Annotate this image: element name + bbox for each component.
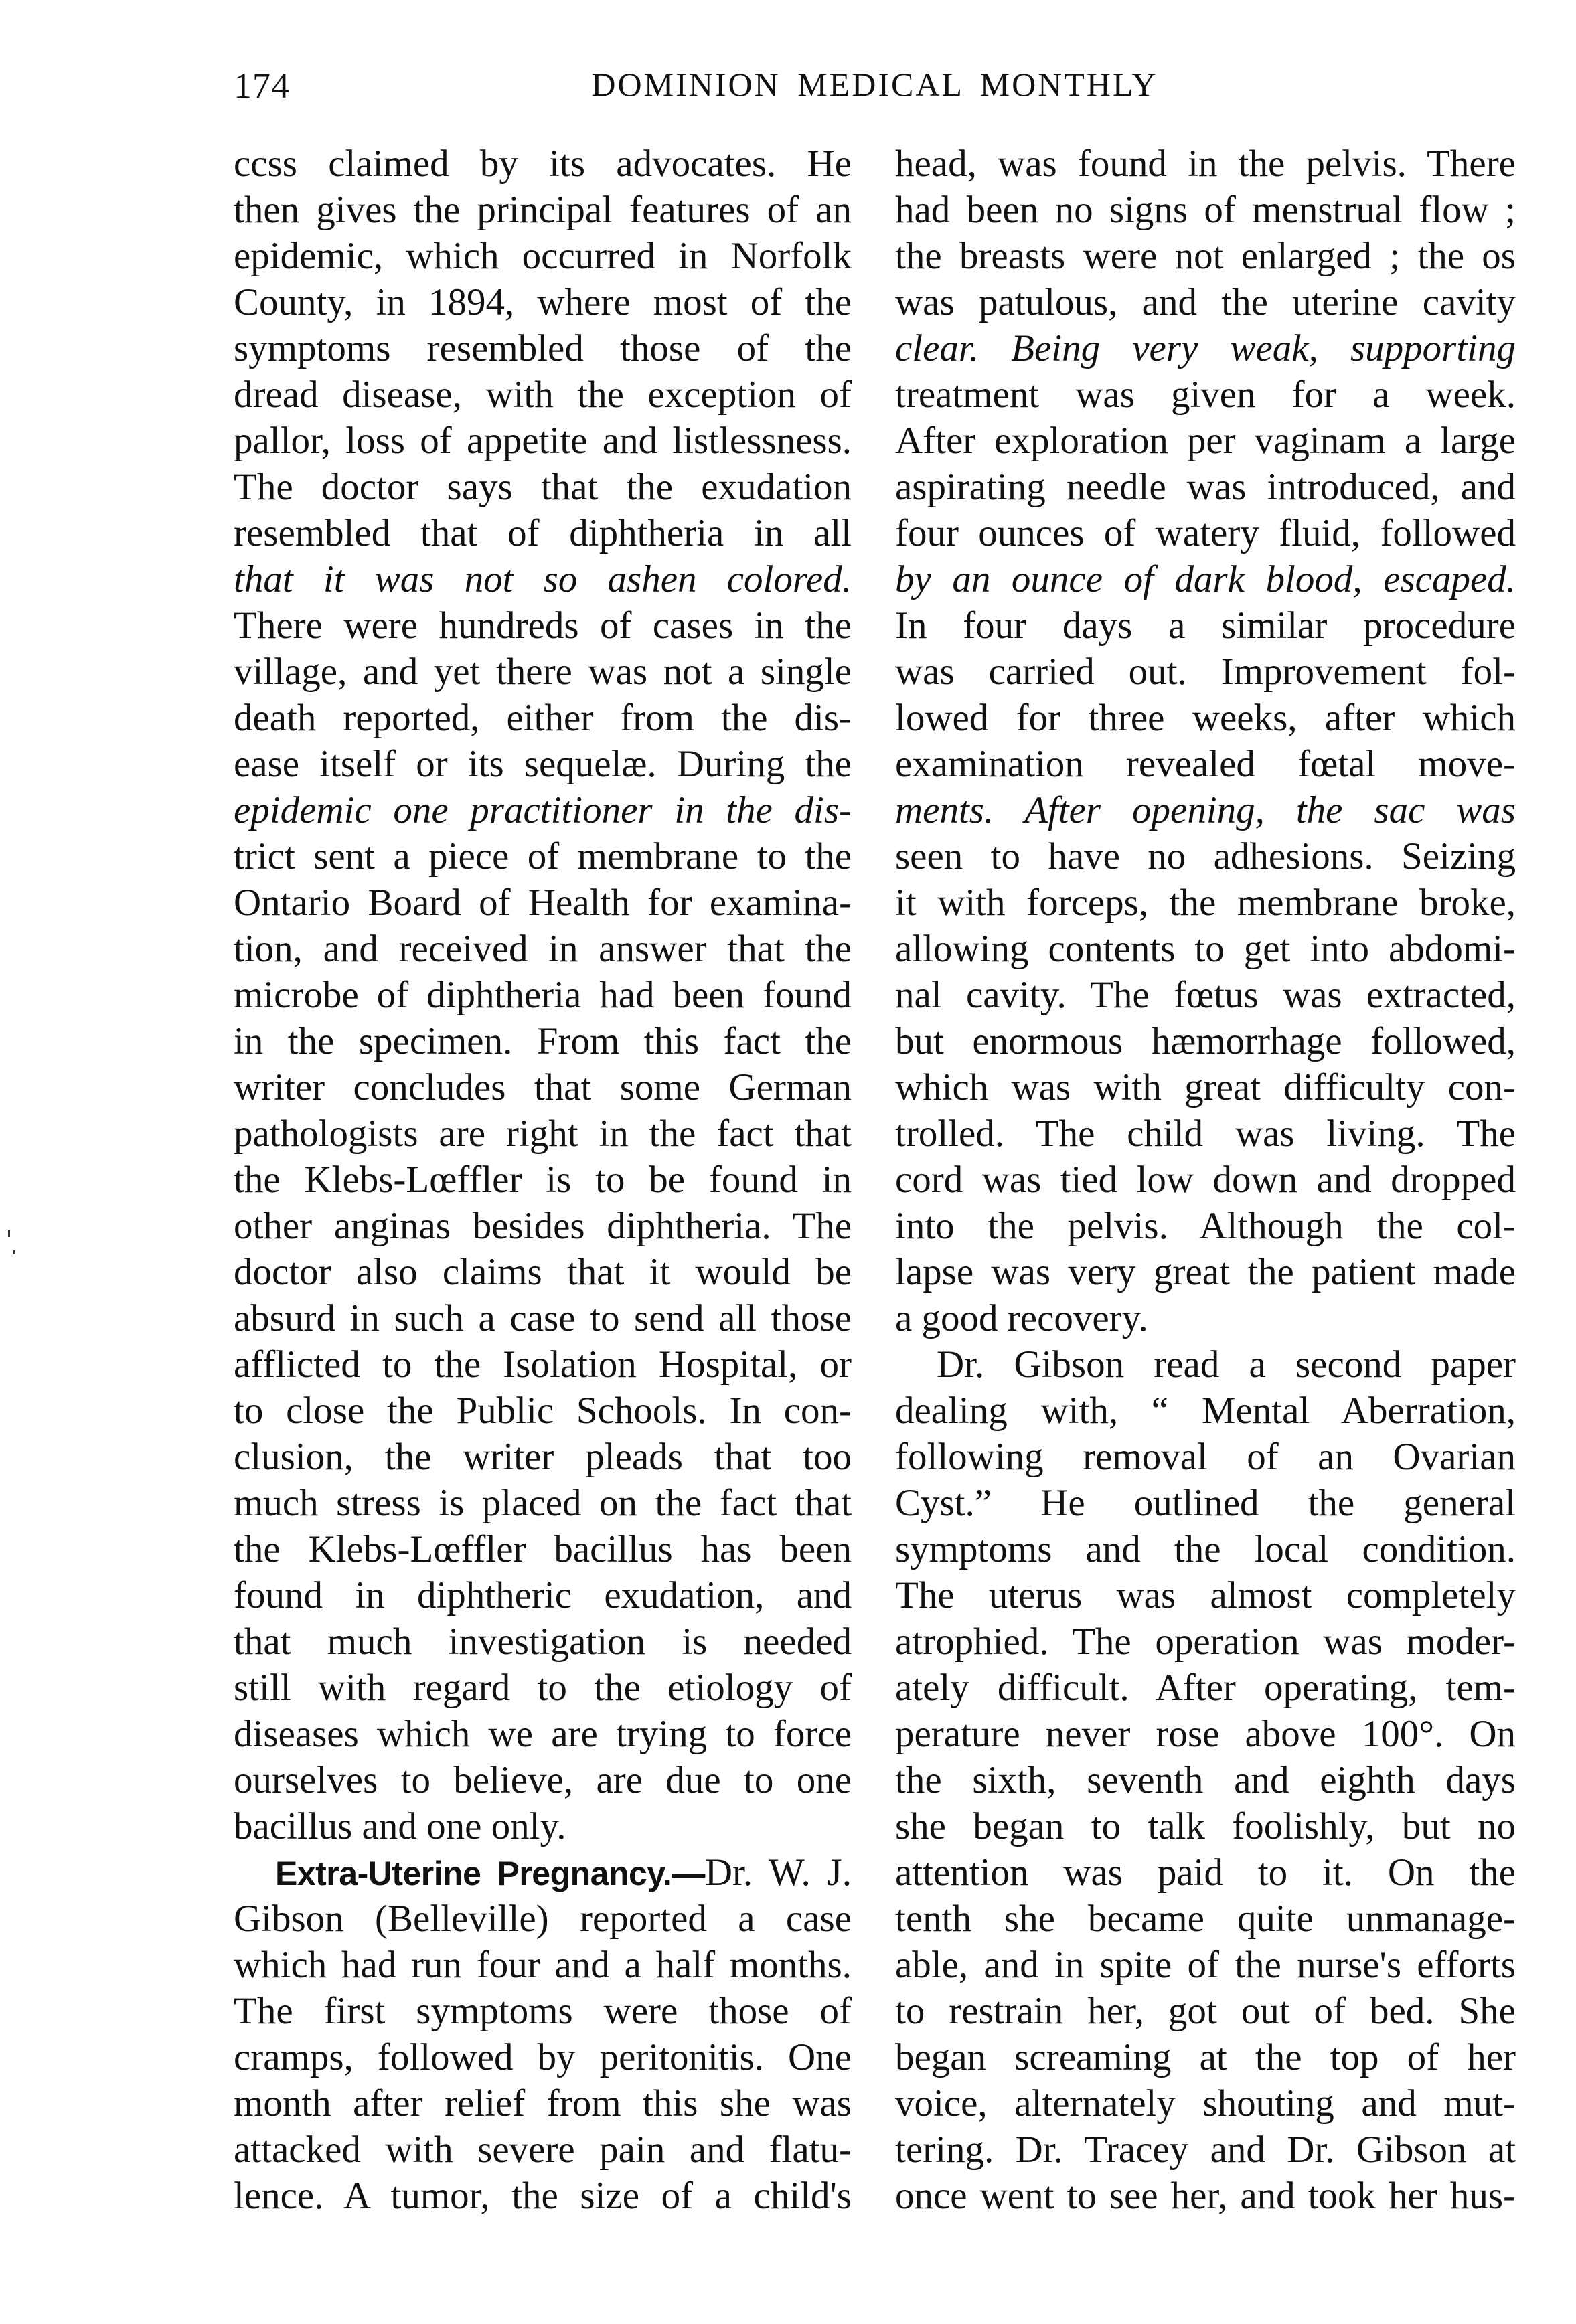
text-line: seen to have no adhesions. Seizing xyxy=(895,835,1516,878)
text-line: trolled. The child was living. The xyxy=(895,1112,1516,1155)
text-line: dealing with, “ Mental Aberration, xyxy=(895,1390,1516,1432)
text-line: month after relief from this she was xyxy=(234,2082,852,2125)
text-line: but enormous hæmorrhage followed, xyxy=(895,1020,1516,1062)
left-column xyxy=(234,141,852,2219)
text-line: cramps, followed by peritonitis. One xyxy=(234,2036,852,2078)
text-line: the breasts were not enlarged ; the os xyxy=(895,235,1516,277)
text-line: Gibson (Belleville) reported a case xyxy=(234,1898,852,1940)
page-number: 174 xyxy=(234,66,290,106)
text-line: cord was tied low down and dropped xyxy=(895,1159,1516,1201)
text-line: The doctor says that the exudation xyxy=(234,466,852,508)
text-line: epidemic, which occurred in Norfolk xyxy=(234,235,852,277)
text-line: four ounces of watery fluid, followed xyxy=(895,512,1516,554)
text-line: writer concludes that some German xyxy=(234,1066,852,1108)
text-line: dread disease, with the exception of xyxy=(234,374,852,416)
text-line: diseases which we are trying to force xyxy=(234,1713,852,1755)
text-line: other anginas besides diphtheria. The xyxy=(234,1205,852,1247)
text-line: ease itself or its sequelæ. During the xyxy=(234,743,852,785)
text-line: voice, alternately shouting and mut- xyxy=(895,2082,1516,2125)
text-line: tenth she became quite unmanage- xyxy=(895,1898,1516,1940)
text-line: doctor also claims that it would be xyxy=(234,1251,852,1293)
text-line: epidemic one practitioner in the dis- xyxy=(234,789,852,831)
text-line: attention was paid to it. On the xyxy=(895,1851,1516,1894)
section-sidehead: Extra-Uterine Pregnancy.— xyxy=(275,1855,705,1892)
text-line: The first symptoms were those of xyxy=(234,1990,852,2032)
text-line: by an ounce of dark blood, escaped. xyxy=(895,558,1516,600)
text-line: to close the Public Schools. In con- xyxy=(234,1390,852,1432)
text-line: In four days a similar procedure xyxy=(895,604,1516,647)
text-line: afflicted to the Isolation Hospital, or xyxy=(234,1343,852,1386)
text-line: Ontario Board of Health for examina- xyxy=(234,882,852,924)
text-fragment: Dr. W. J. xyxy=(704,1851,852,1894)
text-line: The uterus was almost completely xyxy=(895,1574,1516,1616)
text-line: in the specimen. From this fact the xyxy=(234,1020,852,1062)
text-line: still with regard to the etiology of xyxy=(234,1667,852,1709)
text-line: atrophied. The operation was moder- xyxy=(895,1621,1516,1663)
text-line: examination revealed fœtal move- xyxy=(895,743,1516,785)
text-line: County, in 1894, where most of the xyxy=(234,281,852,323)
text-line: much stress is placed on the fact that xyxy=(234,1482,852,1524)
text-line: into the pelvis. Although the col- xyxy=(895,1205,1516,1247)
text-line: pallor, loss of appetite and listlessness. xyxy=(234,420,852,462)
text-line: microbe of diphtheria had been found xyxy=(234,974,852,1016)
text-line: allowing contents to get into abdomi- xyxy=(895,928,1516,970)
running-title: DOMINION MEDICAL MONTHLY xyxy=(591,66,1158,103)
text-line: the Klebs-Lœffler is to be found in xyxy=(234,1159,852,1201)
text-line: symptoms resembled those of the xyxy=(234,327,852,369)
right-column xyxy=(895,141,1516,2219)
text-line: following removal of an Ovarian xyxy=(895,1436,1516,1478)
margin-mark xyxy=(8,1230,10,1237)
text-line: to restrain her, got out of bed. She xyxy=(895,1990,1516,2032)
text-line: which was with great difficulty con- xyxy=(895,1066,1516,1108)
text-line: was carried out. Improvement fol- xyxy=(895,651,1516,693)
text-line: head, was found in the pelvis. There xyxy=(895,143,1516,185)
text-line: Cyst.” He outlined the general xyxy=(895,1482,1516,1524)
text-line: found in diphtheric exudation, and xyxy=(234,1574,852,1616)
text-line: tering. Dr. Tracey and Dr. Gibson at xyxy=(895,2129,1516,2171)
text-line: the sixth, seventh and eighth days xyxy=(895,1759,1516,1801)
text-line: lowed for three weeks, after which xyxy=(895,697,1516,739)
text-line: attacked with severe pain and flatu- xyxy=(234,2129,852,2171)
text-line: death reported, either from the dis- xyxy=(234,697,852,739)
text-line: resembled that of diphtheria in all xyxy=(234,512,852,554)
text-line: began screaming at the top of her xyxy=(895,2036,1516,2078)
text-line: Dr. Gibson read a second paper xyxy=(937,1343,1516,1386)
text-line: ccss claimed by its advocates. He xyxy=(234,143,852,185)
text-line: lapse was very great the patient made xyxy=(895,1251,1516,1293)
text-line: once went to see her, and took her hus- xyxy=(895,2175,1516,2217)
text-line: a good recovery. xyxy=(895,1297,1148,1339)
text-line: There were hundreds of cases in the xyxy=(234,604,852,647)
text-line: lence. A tumor, the size of a child's xyxy=(234,2175,852,2217)
text-line: it with forceps, the membrane broke, xyxy=(895,882,1516,924)
text-line: the Klebs-Lœffler bacillus has been xyxy=(234,1528,852,1570)
text-line: aspirating needle was introduced, and xyxy=(895,466,1516,508)
text-line: absurd in such a case to send all those xyxy=(234,1297,852,1339)
text-line: symptoms and the local condition. xyxy=(895,1528,1516,1570)
text-line: that much investigation is needed xyxy=(234,1621,852,1663)
section-heading-line xyxy=(234,1849,852,1896)
text-line: treatment was given for a week. xyxy=(895,374,1516,416)
text-line: village, and yet there was not a single xyxy=(234,651,852,693)
text-line: that it was not so ashen colored. xyxy=(234,558,852,600)
text-line: ourselves to believe, are due to one xyxy=(234,1759,852,1801)
text-line: nal cavity. The fœtus was extracted, xyxy=(895,974,1516,1016)
text-line: ments. After opening, the sac was xyxy=(895,789,1516,831)
text-line: able, and in spite of the nurse's efforts xyxy=(895,1944,1516,1986)
text-line: ately difficult. After operating, tem- xyxy=(895,1667,1516,1709)
text-line: had been no signs of menstrual flow ; xyxy=(895,189,1516,231)
text-line: was patulous, and the uterine cavity xyxy=(895,281,1516,323)
text-line: she began to talk foolishly, but no xyxy=(895,1805,1516,1847)
text-line: which had run four and a half months. xyxy=(234,1944,852,1986)
text-line: perature never rose above 100°. On xyxy=(895,1713,1516,1755)
text-line: bacillus and one only. xyxy=(234,1805,566,1847)
text-line: tion, and received in answer that the xyxy=(234,928,852,970)
text-line: After exploration per vaginam a large xyxy=(895,420,1516,462)
margin-mark xyxy=(13,1250,15,1254)
text-line: clusion, the writer pleads that too xyxy=(234,1436,852,1478)
text-line: then gives the principal features of an xyxy=(234,189,852,231)
text-line: trict sent a piece of membrane to the xyxy=(234,835,852,878)
text-line: pathologists are right in the fact that xyxy=(234,1112,852,1155)
text-line: clear. Being very weak, supporting xyxy=(895,327,1516,369)
